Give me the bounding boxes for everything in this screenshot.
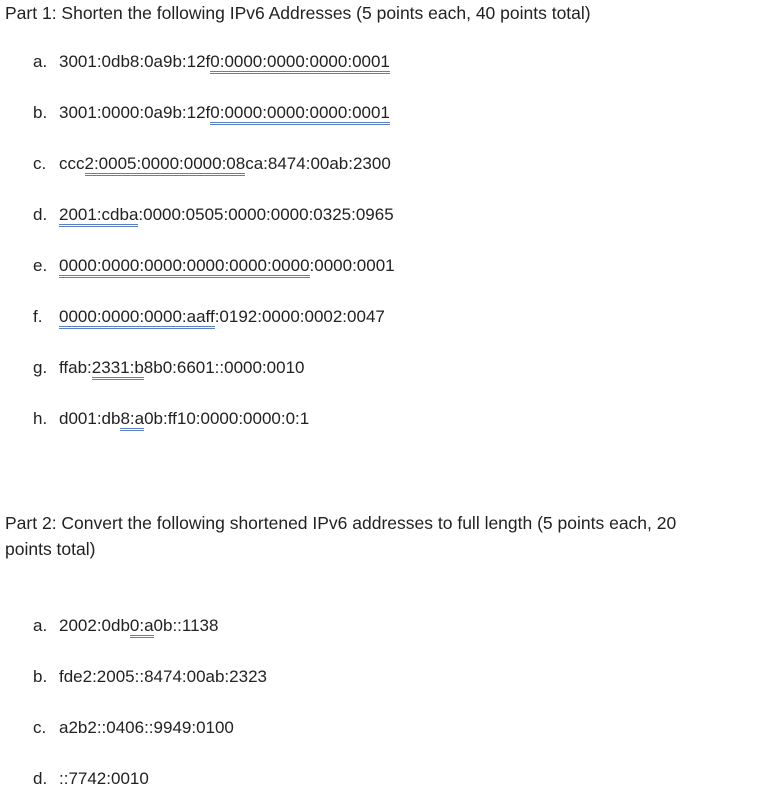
- item-letter: a.: [33, 616, 48, 635]
- address-text: 3001:0000:0a9b:12f: [59, 103, 211, 122]
- address-text: :0000:0505:0000:0000:0325:0965: [138, 205, 394, 224]
- address-text: :0000:0001: [309, 256, 395, 275]
- address-text: 0b::1138: [153, 616, 219, 635]
- item-letter: b.: [33, 667, 48, 686]
- item-letter: g.: [33, 358, 48, 377]
- part1-item-c: [33, 152, 391, 176]
- part2-item-d: [33, 767, 149, 791]
- item-letter: d.: [33, 769, 48, 788]
- grammar-flag-underline[interactable]: 2:0005:0000:0000:08: [85, 154, 246, 176]
- part1-item-f: [33, 305, 385, 329]
- address-text: :0192:0000:0002:0047: [214, 307, 385, 326]
- address-text: ::7742:0010: [59, 769, 149, 788]
- part2-item-b: [33, 665, 267, 689]
- address-text: ca:8474:00ab:2300: [245, 154, 391, 173]
- item-letter: c.: [33, 154, 47, 173]
- grammar-flag-underline[interactable]: 2331:b: [92, 358, 144, 380]
- address-text: 3001:0db8:0a9b:12f: [59, 52, 211, 71]
- item-letter: h.: [33, 409, 48, 428]
- address-text: a2b2::0406::9949:0100: [59, 718, 234, 737]
- address-text: 8b0:6601::0000:0010: [143, 358, 305, 377]
- grammar-flag-underline[interactable]: 0:0000:0000:0000:0001: [210, 52, 390, 74]
- grammar-flag-underline[interactable]: 8:a: [120, 409, 144, 431]
- grammar-flag-underline[interactable]: 2001:cdba: [59, 205, 138, 227]
- part1-item-b: [33, 101, 390, 125]
- item-letter: b.: [33, 103, 48, 122]
- address-text: d001:db: [59, 409, 121, 428]
- part1-item-a: [33, 50, 390, 74]
- item-letter: d.: [33, 205, 48, 224]
- part1-item-g: [33, 356, 305, 380]
- part1-item-e: [33, 254, 395, 278]
- item-letter: e.: [33, 256, 48, 275]
- address-text: 0b:ff10:0000:0000:0:1: [144, 409, 310, 428]
- grammar-flag-underline[interactable]: 0000:0000:0000:0000:0000:0000: [59, 256, 310, 278]
- grammar-flag-underline[interactable]: 0:0000:0000:0000:0001: [210, 103, 390, 125]
- part1-heading: Part 1: Shorten the following IPv6 Addresses (5 points each, 40 points total): [5, 3, 591, 23]
- part1-item-h: [33, 407, 309, 431]
- grammar-flag-underline[interactable]: 0000:0000:0000:aaff: [59, 307, 215, 329]
- address-text: 2002:0db: [59, 616, 130, 635]
- part2-heading: Part 2: Convert the following shortened IPv6 addresses to full length (5 points each, 20 points total): [5, 513, 677, 559]
- part2-item-a: [33, 614, 218, 638]
- address-text: fde2:2005::8474:00ab:2323: [59, 667, 267, 686]
- item-letter: a.: [33, 52, 48, 71]
- part2-item-c: [33, 716, 234, 740]
- item-letter: f.: [33, 307, 43, 326]
- item-letter: c.: [33, 718, 47, 737]
- part1-item-d: [33, 203, 394, 227]
- grammar-flag-underline[interactable]: 0:a: [130, 616, 154, 638]
- address-text: ffab:: [59, 358, 92, 377]
- address-text: ccc: [59, 154, 85, 173]
